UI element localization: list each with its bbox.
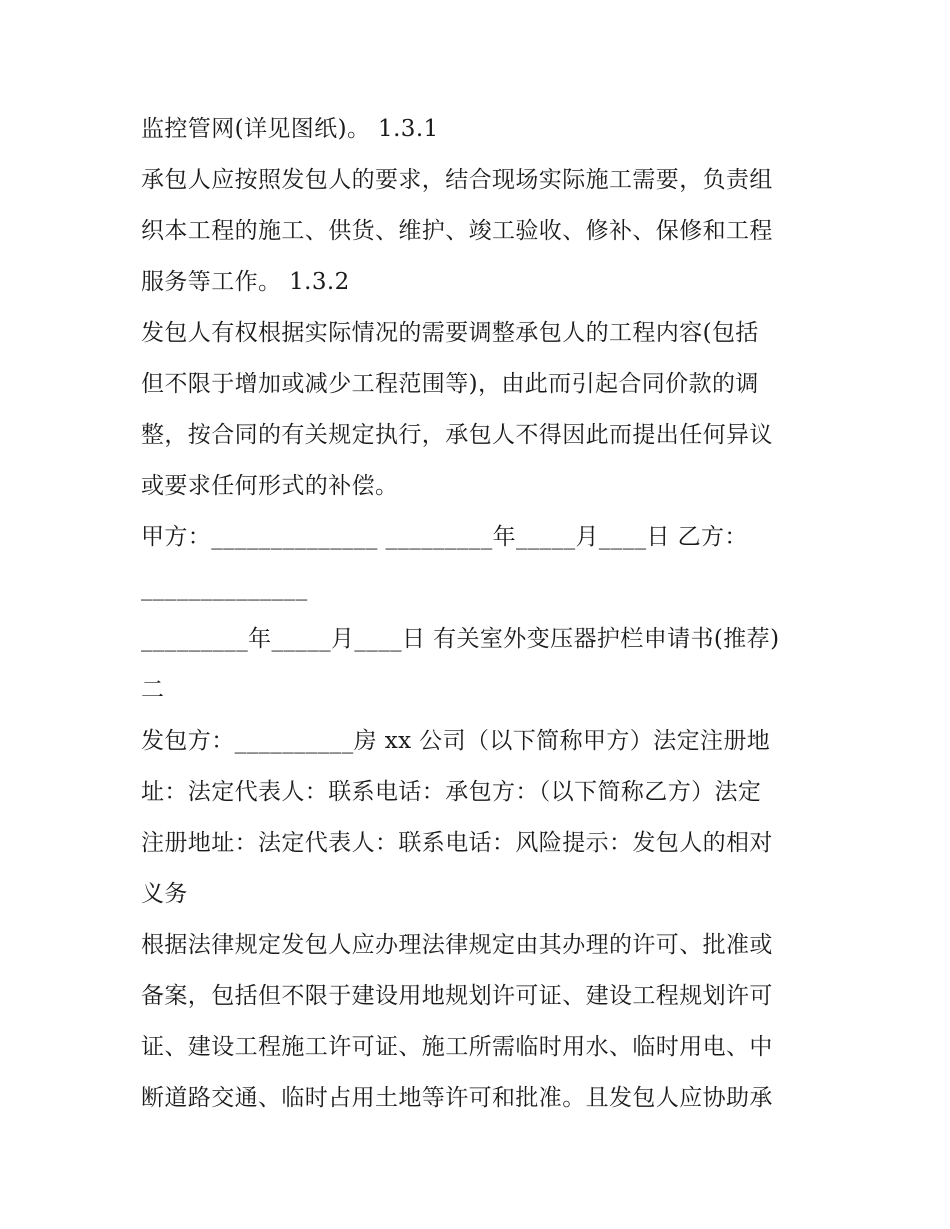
text-line: 或要求任何形式的补偿。 — [141, 473, 399, 499]
text-line: 承包人应按照发包人的要求，结合现场实际施工需要，负责组 — [141, 167, 773, 193]
text-line: 监控管网(详见图纸)。 1.3.1 — [141, 116, 439, 142]
text-line: 注册地址：法定代表人：联系电话：风险提示：发包人的相对 — [141, 830, 773, 856]
text-line: 证、建设工程施工许可证、施工所需临时用水、临时用电、中 — [141, 1034, 773, 1060]
text-line: 断道路交通、临时占用土地等许可和批准。且发包人应协助承 — [141, 1085, 773, 1111]
text-line: 服务等工作。 1.3.2 — [141, 269, 350, 295]
date-and-title-line: _________年_____月____日 有关室外变压器护栏申请书(推荐) — [141, 626, 780, 652]
text-line: 义务 — [141, 881, 188, 907]
text-line: 织本工程的施工、供货、维护、竣工验收、修补、保修和工程 — [141, 218, 773, 244]
section-number: 二 — [141, 677, 165, 703]
signature-blank: ______________ — [141, 575, 308, 601]
text-line: 发包人有权根据实际情况的需要调整承包人的工程内容(包括 — [141, 320, 759, 346]
signature-line-party-a: 甲方：______________ _________年_____月____日 乙方： — [141, 524, 748, 550]
text-line: 发包方：__________房 xx 公司（以下简称甲方）法定注册地 — [141, 728, 771, 754]
text-line: 但不限于增加或减少工程范围等)，由此而引起合同价款的调 — [141, 371, 759, 397]
document-body — [141, 104, 821, 1124]
text-line: 备案，包括但不限于建设用地规划许可证、建设工程规划许可 — [141, 983, 773, 1009]
text-line: 址：法定代表人：联系电话：承包方：（以下简称乙方）法定 — [141, 779, 762, 805]
text-line: 整，按合同的有关规定执行，承包人不得因此而提出任何异议 — [141, 422, 773, 448]
text-line: 根据法律规定发包人应办理法律规定由其办理的许可、批准或 — [141, 932, 773, 958]
